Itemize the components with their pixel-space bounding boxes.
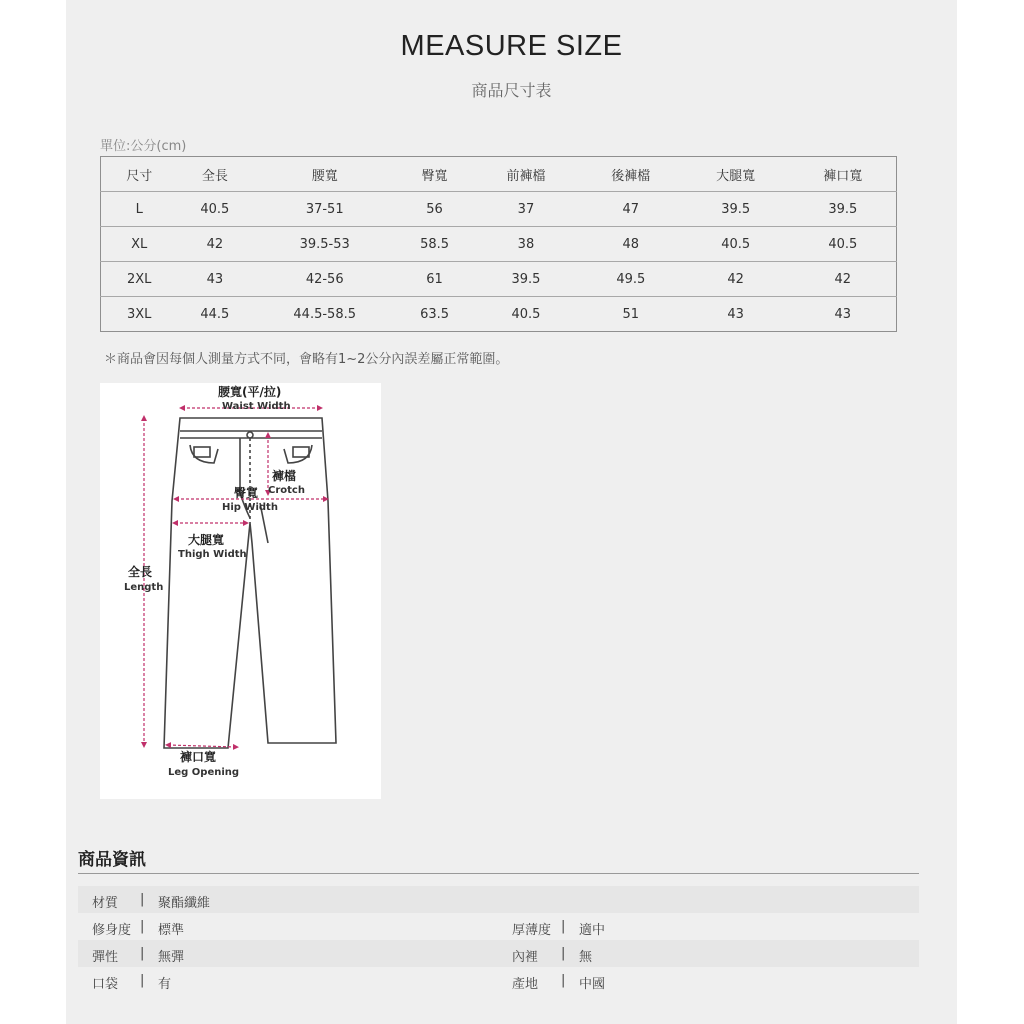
column-header: 全長 (177, 157, 252, 192)
measure-cell: 43 (727, 306, 744, 322)
measurement-note: ＊商品會因每個人測量方式不同，會略有1~2公分內誤差屬正常範圍。 (104, 352, 509, 367)
measure-cell: 56 (397, 192, 472, 227)
info-row (78, 913, 919, 940)
info-label: 內裡 (512, 950, 539, 965)
measure-cell: 51 (622, 306, 640, 322)
measure-cell: 37 (472, 192, 580, 227)
measurement-diagram (100, 383, 381, 799)
size-cell: L (101, 192, 178, 227)
measure-cell: 42 (790, 262, 897, 297)
info-value: 無彈 (158, 950, 185, 965)
product-info-divider (78, 873, 919, 874)
info-value: 標準 (158, 923, 185, 938)
info-separator: | (561, 973, 566, 988)
measure-cell: 49.5 (580, 262, 682, 297)
length-label-en: Length (124, 582, 164, 593)
info-row (78, 967, 919, 994)
info-separator: | (140, 919, 145, 934)
measure-cell: 42 (682, 262, 790, 297)
info-label: 厚薄度 (512, 923, 552, 938)
info-value: 適中 (579, 923, 606, 938)
measure-cell: 44.5-58.5 (293, 306, 356, 322)
info-label: 產地 (512, 977, 539, 992)
table-row (101, 227, 897, 262)
measure-cell: 40.5 (511, 306, 541, 322)
measure-cell: 39.5 (790, 192, 897, 227)
hip-label: 臀寬 (234, 486, 259, 500)
unit-label: 單位:公分(cm) (100, 139, 187, 154)
column-header: 前褲檔 (472, 157, 580, 192)
column-header: 後褲檔 (580, 157, 682, 192)
info-value: 有 (158, 977, 172, 992)
table-row (101, 262, 897, 297)
measure-cell: 39.5 (472, 262, 580, 297)
measure-cell: 40.5 (177, 192, 252, 227)
crotch-label: 褲檔 (272, 469, 297, 483)
info-separator: | (140, 946, 145, 961)
measure-cell: 47 (580, 192, 682, 227)
measure-cell: 63.5 (420, 306, 450, 322)
column-header: 腰寬 (252, 157, 397, 192)
crotch-label-en: Crotch (268, 485, 305, 496)
size-table (100, 156, 897, 332)
measure-cell: 39.5 (682, 192, 790, 227)
info-value: 聚酯纖維 (158, 896, 211, 911)
measure-cell: 40.5 (682, 227, 790, 262)
page-subtitle: 商品尺寸表 (471, 81, 552, 100)
column-header: 尺寸 (101, 157, 178, 192)
waist-label-en: Waist Width (222, 401, 291, 412)
size-table-header (101, 157, 897, 192)
column-header: 大腿寬 (682, 157, 790, 192)
info-separator: | (140, 973, 145, 988)
waist-label: 腰寬(平/拉) (218, 385, 282, 399)
measure-cell: 40.5 (790, 227, 897, 262)
measure-cell: 43 (177, 262, 252, 297)
info-separator: | (561, 946, 566, 961)
page-title: MEASURE SIZE (400, 30, 623, 62)
info-value: 無 (579, 950, 593, 965)
info-label: 彈性 (92, 950, 119, 965)
size-cell: 2XL (101, 262, 178, 297)
thigh-label-en: Thigh Width (178, 549, 247, 560)
measure-cell: 42 (177, 227, 252, 262)
table-row (101, 297, 897, 332)
length-label: 全長 (128, 565, 153, 579)
size-cell: 3XL (126, 306, 152, 322)
thigh-label: 大腿寬 (188, 533, 225, 547)
info-label: 材質 (92, 896, 119, 911)
info-label: 修身度 (92, 923, 132, 938)
measure-cell: 58.5 (397, 227, 472, 262)
hip-label-en: Hip Width (222, 502, 278, 513)
column-header: 褲口寬 (790, 157, 897, 192)
leg-opening-label-en: Leg Opening (168, 767, 240, 778)
pants-outline-icon (164, 418, 336, 748)
table-row (101, 192, 897, 227)
info-row (78, 886, 919, 913)
measure-cell: 61 (397, 262, 472, 297)
info-separator: | (561, 919, 566, 934)
measure-cell: 39.5-53 (252, 227, 397, 262)
info-label: 口袋 (92, 977, 119, 992)
measure-cell: 48 (580, 227, 682, 262)
info-separator: | (140, 892, 145, 907)
leg-opening-label: 褲口寬 (180, 750, 217, 764)
size-cell: XL (101, 227, 178, 262)
column-header: 臀寬 (397, 157, 472, 192)
info-value: 中國 (579, 977, 606, 992)
info-row (78, 940, 919, 967)
measure-cell: 38 (472, 227, 580, 262)
measure-cell: 44.5 (200, 306, 230, 322)
measure-cell: 37-51 (252, 192, 397, 227)
measure-cell: 42-56 (252, 262, 397, 297)
product-info-title: 商品資訊 (78, 850, 146, 870)
measure-cell: 43 (834, 306, 852, 322)
leg-opening-measure-line (168, 745, 236, 747)
content-panel (66, 0, 957, 1024)
